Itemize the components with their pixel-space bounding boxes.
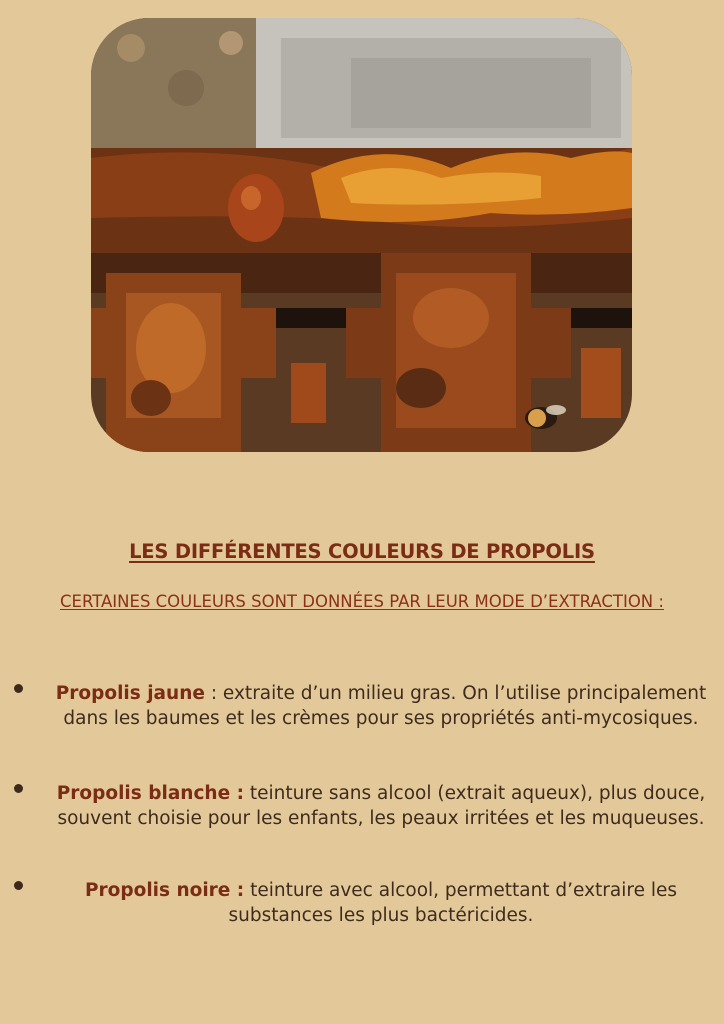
bullet-term: Propolis jaune xyxy=(55,683,205,704)
bullet-icon xyxy=(14,881,23,890)
bullet-description: teinture sans alcool (extrait aqueux), plus douce, souvent choisie pour les enfants, les peaux irritées et les muqueuses. xyxy=(57,783,706,829)
bullet-description: teinture avec alcool, permettant d’extraire les substances les plus bactéricides. xyxy=(228,880,678,926)
bullet-text xyxy=(46,781,716,831)
page-subtitle: CERTAINES COULEURS SONT DONNÉES PAR LEUR MODE D’EXTRACTION : xyxy=(60,592,664,611)
page-title: LES DIFFÉRENTES COULEURS DE PROPOLIS xyxy=(129,540,595,563)
bullet-text xyxy=(46,878,716,928)
bullet-term: Propolis noire : xyxy=(84,880,245,901)
bullet-term: Propolis blanche : xyxy=(56,783,244,804)
bullet-text xyxy=(46,681,716,731)
hive-frame-illustration xyxy=(91,18,632,452)
bullet-icon xyxy=(14,684,23,693)
propolis-hive-photo xyxy=(91,18,632,452)
bullet-description: : extraite d’un milieu gras. On l’utilise principalement dans les baumes et les crèmes pour ses propriétés anti-mycosiques. xyxy=(63,683,707,729)
bullet-icon xyxy=(14,784,23,793)
